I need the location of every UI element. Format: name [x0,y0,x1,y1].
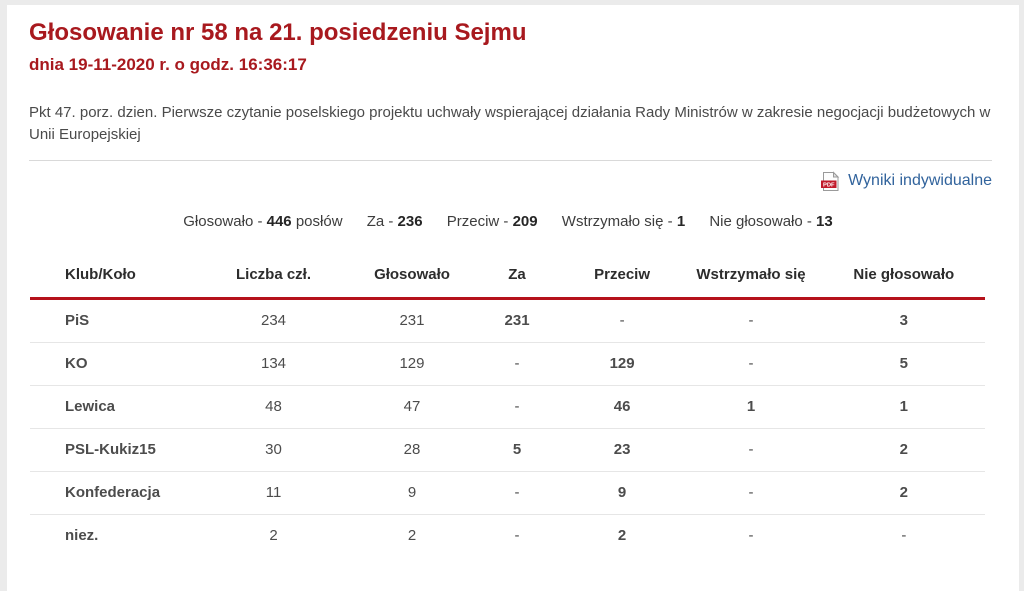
club-link[interactable]: Konfederacja [30,471,192,514]
club-link[interactable]: niez. [65,527,99,545]
results-table [30,254,985,557]
table-row [30,298,985,342]
members-count: 11 [192,471,354,514]
summary-for: Za - 236 [366,212,423,230]
abstained: - [679,298,822,342]
col-header-voted: Głosowało [355,254,470,299]
pdf-link-row [29,171,992,195]
abstained: - [679,471,822,514]
club-link[interactable]: Lewica [30,385,192,428]
votes-against[interactable]: 2 [617,527,627,545]
voted-count: 231 [355,298,470,342]
individual-results-link[interactable] [820,171,992,192]
members-count: 234 [192,298,354,342]
table-row [30,514,985,557]
votes-for[interactable]: 231 [469,298,565,342]
col-header-against: Przeciw [565,254,680,299]
voted-count: 2 [407,527,417,545]
table-row [30,385,985,428]
votes-against[interactable]: 23 [565,428,680,471]
voted-count: 129 [355,342,470,385]
summary-against: Przeciw - 209 [446,212,538,230]
col-header-not-voting: Nie głosowało [823,254,985,299]
members-count: 134 [192,342,354,385]
abstained: - [679,342,822,385]
abstained: - [679,428,822,471]
svg-text:PDF: PDF [823,182,835,189]
vote-datetime: dnia 19-11-2020 r. o godz. 16:36:17 [29,54,307,74]
summary-not-voting: Nie głosowało - 13 [709,212,833,230]
members-count: 2 [269,527,278,545]
members-count: 30 [192,428,354,471]
vote-description: Pkt 47. porz. dzien. Pierwsze czytanie poselskiego projektu uchwały wspierającej działania Rady Ministrów w zakresie negocjacji budżetowych w Unii Europejskiej [29,103,991,144]
summary-voted: Głosowało - 446 posłów [183,212,343,230]
summary-abstained: Wstrzymało się - 1 [561,212,686,230]
club-link[interactable]: KO [30,342,192,385]
not-voting[interactable]: 1 [823,385,985,428]
vote-summary [29,213,987,230]
table-header-row [30,254,985,299]
club-link[interactable]: PiS [30,298,192,342]
page-container [7,5,1019,591]
col-header-members: Liczba czł. [192,254,354,299]
votes-for: - [469,342,565,385]
votes-for[interactable]: 5 [469,428,565,471]
individual-results-label: Wyniki indywidualne [848,172,992,190]
votes-against[interactable]: 129 [565,342,680,385]
table-row [30,342,985,385]
votes-against[interactable]: 46 [565,385,680,428]
table-row [30,471,985,514]
voted-count: 9 [355,471,470,514]
not-voting[interactable]: 2 [823,471,985,514]
voted-count: 28 [355,428,470,471]
table-row [30,428,985,471]
abstained[interactable]: 1 [679,385,822,428]
col-header-club: Klub/Koło [30,254,192,299]
abstained: - [748,527,754,545]
col-header-abstained: Wstrzymało się [679,254,822,299]
voted-count: 47 [355,385,470,428]
pdf-file-icon [820,171,841,192]
not-voting[interactable]: 3 [823,298,985,342]
votes-for: - [514,527,520,545]
club-link[interactable]: PSL-Kukiz15 [30,428,192,471]
not-voting: - [901,527,907,545]
not-voting[interactable]: 5 [823,342,985,385]
col-header-for: Za [469,254,565,299]
not-voting[interactable]: 2 [823,428,985,471]
votes-against: - [565,298,680,342]
votes-for: - [469,471,565,514]
votes-for: - [469,385,565,428]
members-count: 48 [192,385,354,428]
section-divider [29,160,992,161]
votes-against[interactable]: 9 [565,471,680,514]
page-title: Głosowanie nr 58 na 21. posiedzeniu Sejmu [29,19,527,46]
